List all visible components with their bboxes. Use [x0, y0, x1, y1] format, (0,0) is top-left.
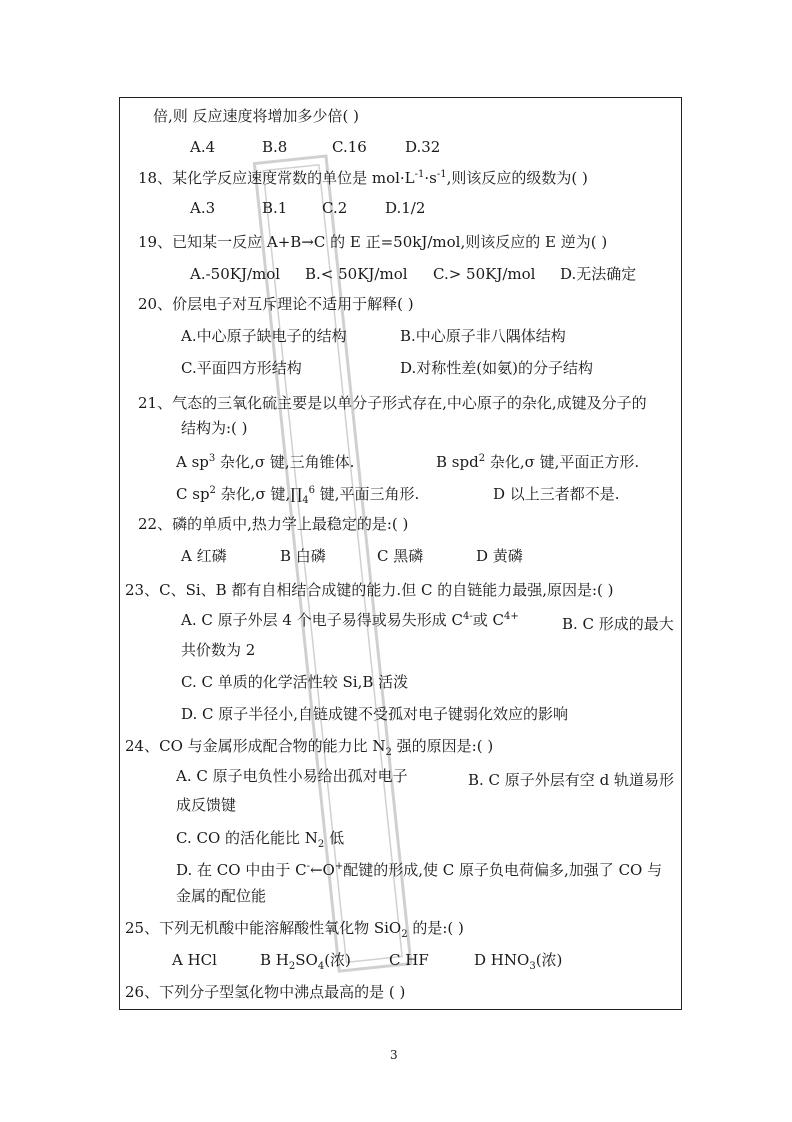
q24-d-sup-1: -: [306, 861, 310, 872]
q20-option-d: D.对称性差(如氨)的分子结构: [400, 359, 593, 377]
q21-c-sup-2: 6: [308, 485, 315, 496]
q21-b-text-2: 杂化,σ 键,平面正方形.: [485, 453, 640, 471]
q24-text-2: 强的原因是:( ): [391, 737, 494, 755]
q24-option-d-continued: 金属的配位能: [176, 887, 267, 905]
q24-d-text-1: D. 在 CO 中由于 C: [176, 861, 307, 879]
q24-option-d: [176, 860, 662, 880]
q21-option-b: [436, 452, 639, 472]
q18-text-1: 18、某化学反应速度常数的单位是 mol·L: [138, 169, 415, 187]
q25-b-sub-2: 4: [317, 961, 325, 972]
q23-stem: 23、C、Si、B 都有自相结合成键的能力.但 C 的自链能力最强,原因是:( ): [125, 581, 614, 599]
q21-stem-continued: 结构为:( ): [181, 419, 248, 437]
q25-b-text-3: (浓): [324, 951, 351, 969]
q21-option-a: [176, 452, 354, 472]
q23-option-a: [181, 610, 519, 630]
q24-option-c: [176, 828, 344, 848]
q25-sub: 2: [401, 929, 408, 940]
q25-stem: [125, 918, 464, 938]
q21-option-c: [176, 484, 419, 504]
q18-text-3: ,则该反应的级数为( ): [446, 169, 588, 187]
q18-sup-1: -1: [414, 169, 425, 180]
q24-c-text-2: 低: [324, 829, 345, 847]
q24-d-sup-2: +: [334, 861, 344, 872]
q23-a-sup-1: 4-: [462, 611, 473, 622]
q21-c-sup-1: 2: [209, 485, 216, 496]
q25-b-text-1: B H: [260, 951, 289, 969]
q23-a-text-1: A. C 原子外层 4 个电子易得或易失形成 C: [181, 611, 463, 629]
q23-option-b-continued: 共价数为 2: [181, 641, 256, 659]
q19-stem: 19、已知某一反应 A+B→C 的 E 正=50kJ/mol,则该反应的 E 逆为( ): [138, 233, 608, 251]
page-number: 3: [390, 1048, 398, 1062]
q18-option-c: C.2: [322, 199, 348, 217]
q25-text-2: 的是:( ): [407, 919, 464, 937]
q21-a-text-1: A sp: [176, 453, 209, 471]
q25-d-text-2: (浓): [535, 951, 563, 969]
q21-c-text-1: C sp: [176, 485, 210, 503]
q20-option-a: A.中心原子缺电子的结构: [181, 327, 347, 345]
q25-option-b: [260, 950, 351, 970]
q17-option-a: A.4: [190, 138, 216, 156]
q24-d-text-3: 配键的形成,使 C 原子负电荷偏多,加强了 CO 与: [343, 861, 663, 879]
q24-text-1: 24、CO 与金属形成配合物的能力比 N: [125, 737, 386, 755]
q25-b-sub-1: 2: [288, 961, 296, 972]
q21-b-text-1: B spd: [436, 453, 479, 471]
q19-option-b: B.< 50KJ/mol: [305, 265, 408, 283]
q24-c-text-1: C. CO 的活化能比 N: [176, 829, 318, 847]
q22-option-d: D 黄磷: [476, 547, 523, 565]
q24-option-b-continued: 成反馈键: [176, 796, 237, 814]
q25-option-c: C HF: [389, 951, 429, 969]
q19-option-a: A.-50KJ/mol: [190, 265, 281, 283]
q19-option-d: D.无法确定: [560, 265, 637, 283]
q25-d-text-1: D HNO: [474, 951, 530, 969]
q18-option-a: A.3: [190, 199, 216, 217]
q23-option-b: B. C 形成的最大: [562, 615, 674, 633]
q25-text-1: 25、下列无机酸中能溶解酸性氧化物 SiO: [125, 919, 402, 937]
q24-d-text-2: ←O: [309, 861, 335, 879]
q21-b-sup: 2: [478, 453, 486, 464]
q17-option-b: B.8: [262, 138, 288, 156]
q23-option-d: D. C 原子半径小,自链成键不受孤对电子键弱化效应的影响: [181, 705, 569, 723]
q21-c-sub: 4: [302, 495, 309, 506]
q21-a-text-2: 杂化,σ 键,三角锥体.: [215, 453, 355, 471]
q21-a-sup: 3: [208, 453, 216, 464]
q18-option-d: D.1/2: [385, 199, 426, 217]
q24-option-a: A. C 原子电负性小易给出孤对电子: [176, 767, 408, 785]
q24-c-sub: 2: [317, 839, 325, 850]
q17-option-c: C.16: [332, 138, 367, 156]
q18-stem: [138, 168, 588, 188]
q20-option-b: B.中心原子非八隅体结构: [400, 327, 566, 345]
q24-sub: 2: [385, 747, 392, 758]
q23-a-text-2: 或 C: [472, 611, 504, 629]
q25-option-a: A HCl: [172, 951, 217, 969]
q24-stem: [125, 736, 493, 756]
q17-option-d: D.32: [405, 138, 441, 156]
q20-stem: 20、价层电子对互斥理论不适用于解释( ): [138, 295, 414, 313]
q21-stem: 21、气态的三氧化硫主要是以单分子形式存在,中心原子的杂化,成键及分子的: [138, 394, 647, 412]
q21-c-text-2: 杂化,σ 键,∏: [215, 485, 303, 503]
q23-a-sup-2: 4+: [503, 611, 519, 622]
q22-stem: 22、磷的单质中,热力学上最稳定的是:( ): [138, 515, 409, 533]
q25-d-sub: 3: [529, 961, 536, 972]
q18-option-b: B.1: [262, 199, 288, 217]
q25-b-text-2: SO: [295, 951, 318, 969]
q20-option-c: C.平面四方形结构: [181, 359, 302, 377]
q21-c-text-3: 键,平面三角形.: [314, 485, 420, 503]
q23-option-c: C. C 单质的化学活性较 Si,B 活泼: [181, 673, 409, 691]
q25-option-d: [474, 950, 562, 970]
q22-option-a: A 红磷: [181, 547, 227, 565]
q26-stem: 26、下列分子型氢化物中沸点最高的是 ( ): [125, 983, 406, 1001]
q19-option-c: C.> 50KJ/mol: [433, 265, 536, 283]
q22-option-c: C 黑磷: [377, 547, 424, 565]
q18-text-2: ·s: [424, 169, 437, 187]
q18-sup-2: -1: [436, 169, 447, 180]
q22-option-b: B 白磷: [280, 547, 326, 565]
q24-option-b: B. C 原子外层有空 d 轨道易形: [468, 771, 674, 789]
q17-stem: 倍,则 反应速度将增加多少倍( ): [153, 107, 360, 125]
q21-option-d: D 以上三者都不是.: [493, 485, 620, 503]
